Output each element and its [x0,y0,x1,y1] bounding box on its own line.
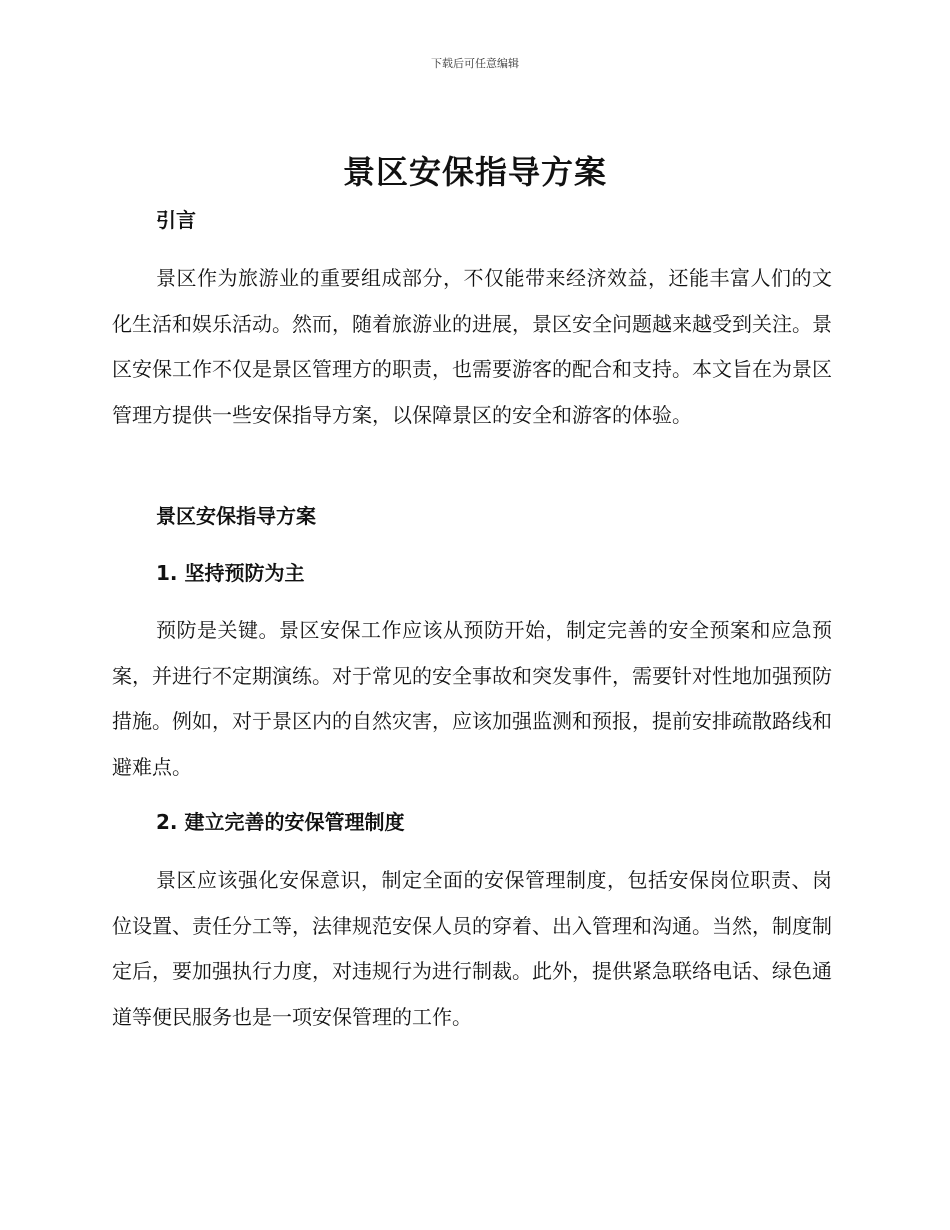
section-prevention-heading-wrap [112,558,832,588]
section-heading-plan: 景区安保指导方案 [156,504,316,528]
section-paragraph-intro: 景区作为旅游业的重要组成部分，不仅能带来经济效益，还能丰富人们的文化生活和娱乐活动。然而，随着旅游业的进展，景区安全问题越来越受到关注。景区安保工作不仅是景区管理方的职责，也需要游客的配合和支持。本文旨在为景区管理方提供一些安保指导方案，以保障景区的安全和游客的体验。 [112,266,832,427]
section-paragraph-management: 景区应该强化安保意识，制定全面的安保管理制度，包括安保岗位职责、岗位设置、责任分工等，法律规范安保人员的穿着、出入管理和沟通。当然，制度制定后，要加强执行力度，对违规行为进行制裁。此外，提供紧急联络电话、绿色通道等便民服务也是一项安保管理的工作。 [112,868,832,1029]
section-management-body-wrap [112,858,832,1040]
section-intro-heading-wrap [112,205,832,235]
header-note: 下载后可任意编辑 [431,57,519,70]
section-paragraph-prevention: 预防是关键。景区安保工作应该从预防开始，制定完善的安全预案和应急预案，并进行不定期演练。对于常见的安全事故和突发事件，需要针对性地加强预防措施。例如，对于景区内的自然灾害，应该加强监测和预报，提前安排疏散路线和避难点。 [112,618,832,779]
section-management-heading-wrap [112,807,832,837]
section-heading-prevention: 1. 坚持预防为主 [156,561,305,585]
section-prevention-body-wrap [112,608,832,790]
section-heading-management: 2. 建立完善的安保管理制度 [156,810,405,834]
section-plan-heading-wrap [112,501,832,531]
section-intro-body-wrap [112,256,832,438]
section-heading-intro: 引言 [156,208,196,232]
document-title: 景区安保指导方案 [342,153,607,191]
